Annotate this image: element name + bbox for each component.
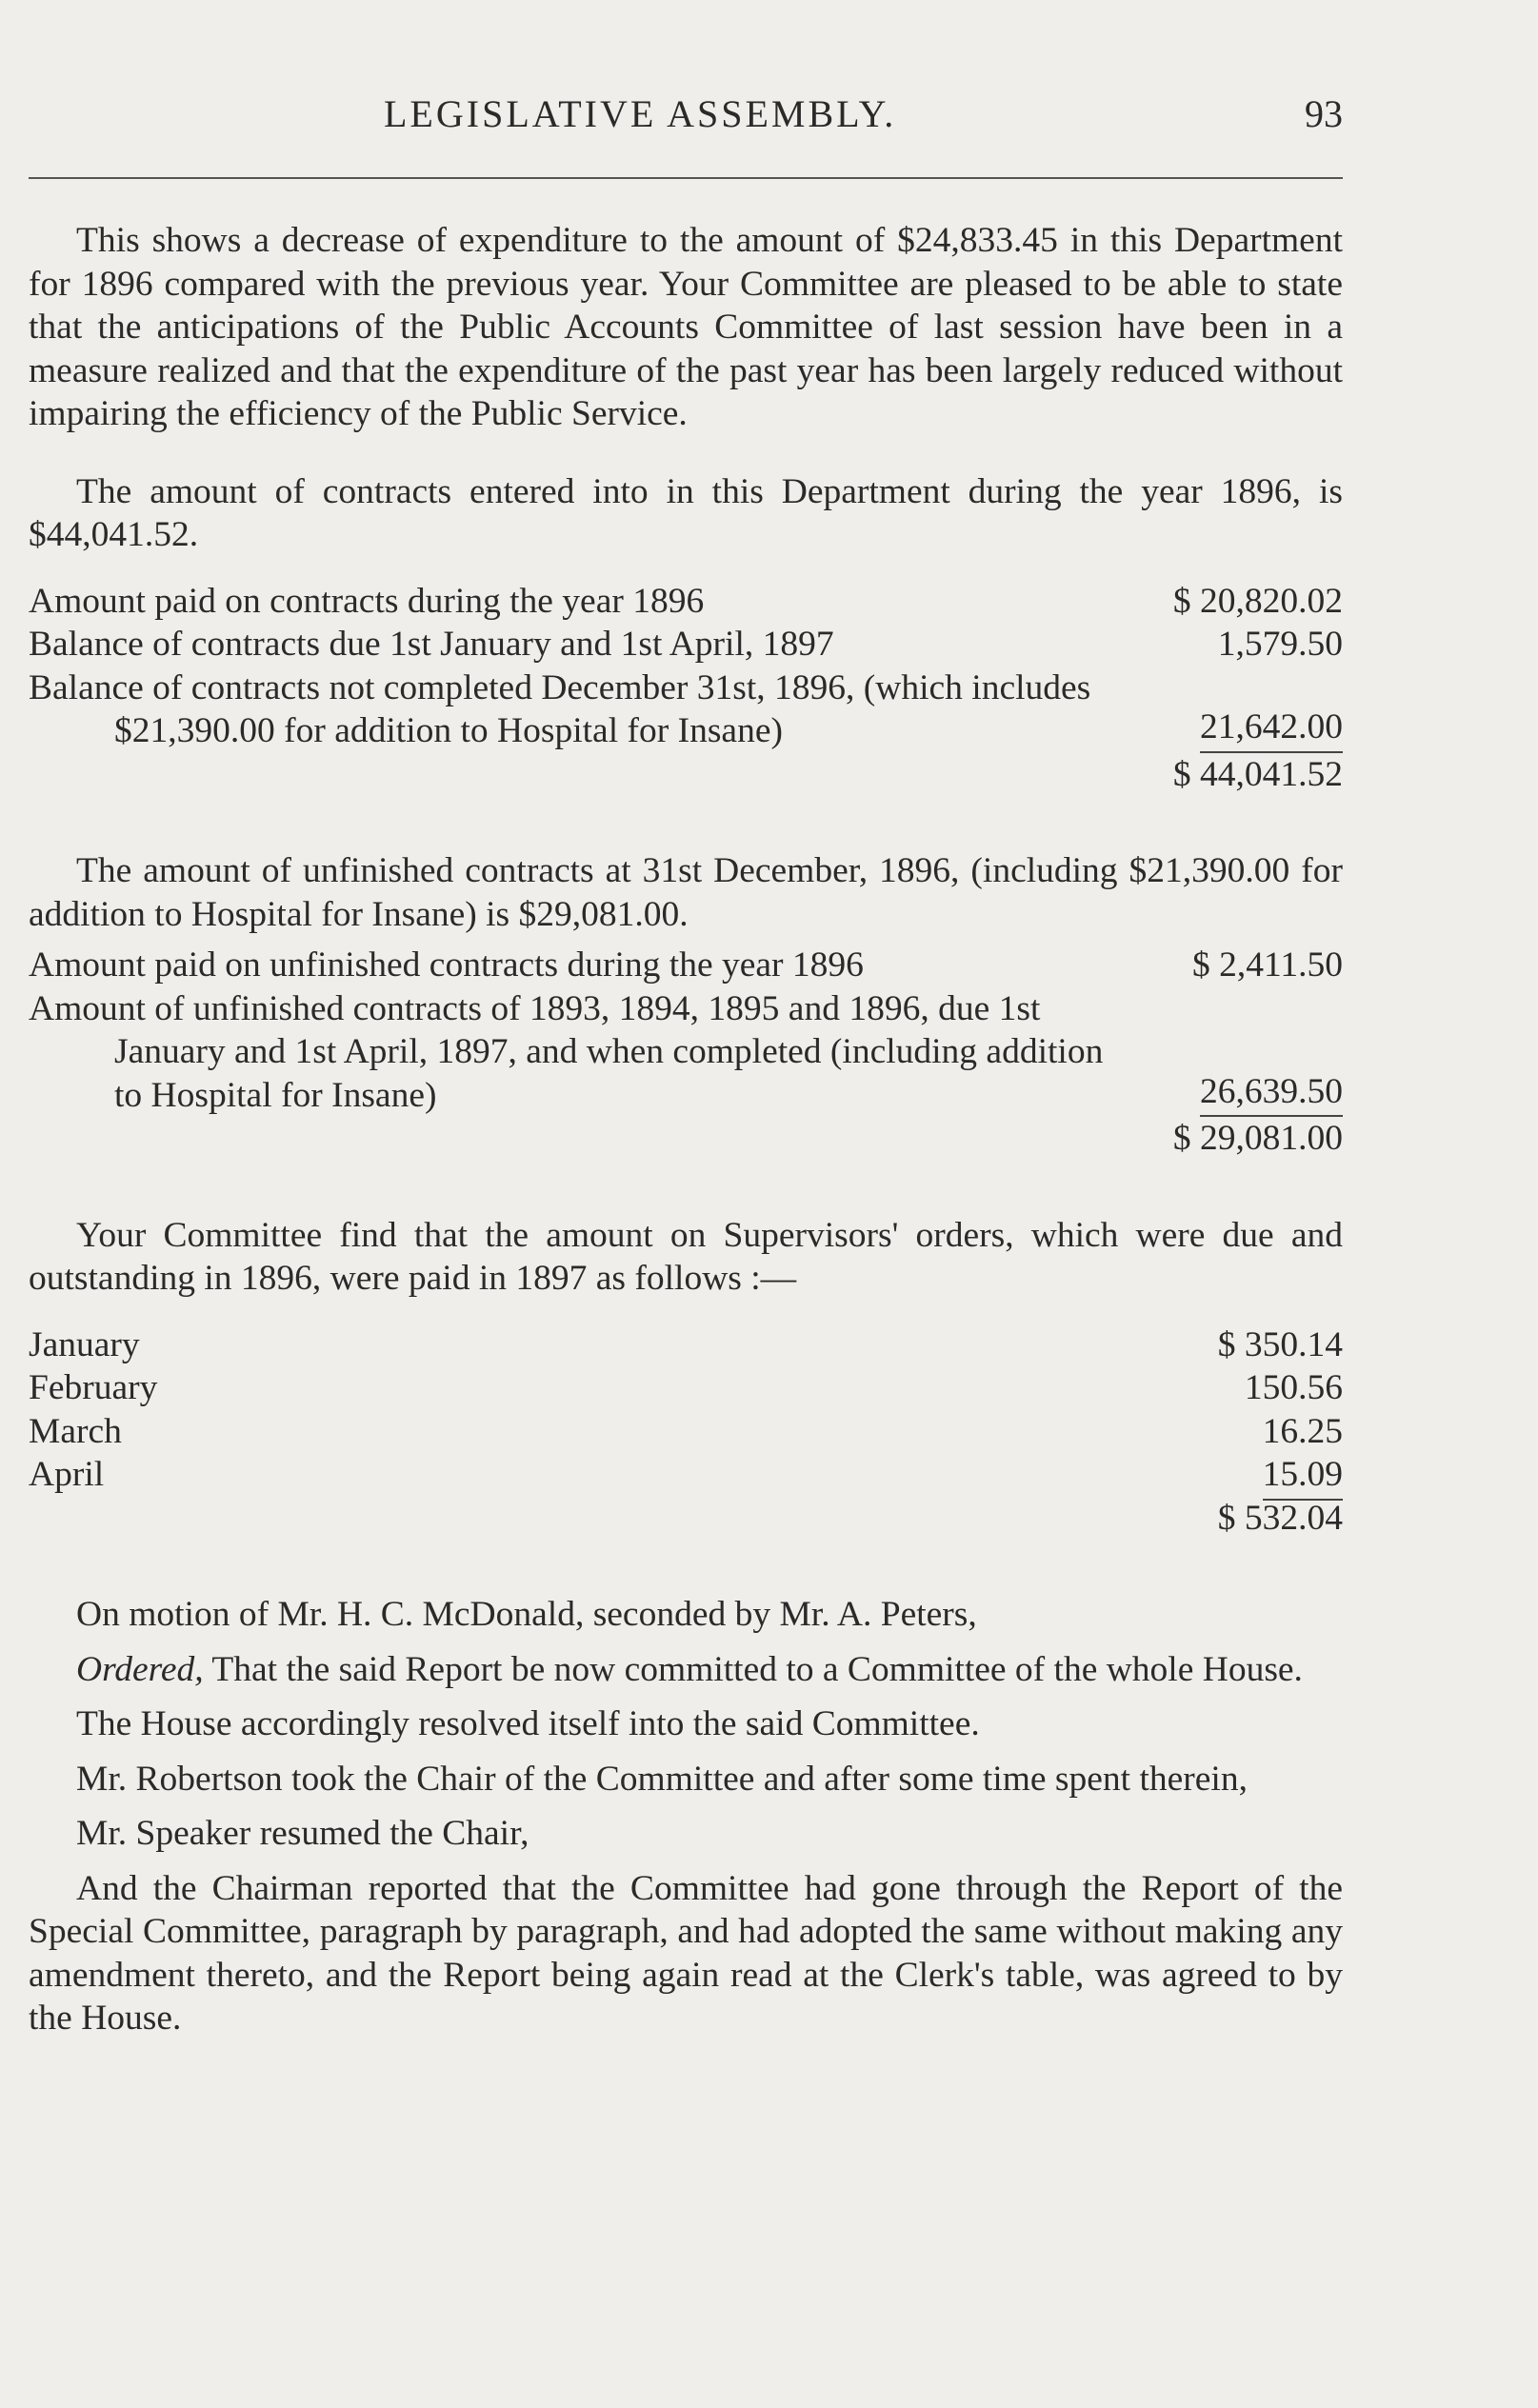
paragraph-speaker-resumed: Mr. Speaker resumed the Chair, <box>76 1814 529 1853</box>
total-amount: $ 532.04 <box>1217 1498 1343 1538</box>
ordered-lead: Ordered, <box>76 1649 204 1689</box>
row-amount: 150.56 <box>1244 1368 1343 1407</box>
paragraph-unfinished-contracts: The amount of unfinished contracts at 31st December, 1896, (including $21,390.00 for addition to Hospital for Insane) is $29,081.00. <box>29 851 1343 934</box>
table-row <box>29 1323 1343 1367</box>
table-total <box>29 1117 1343 1161</box>
page-number: 93 <box>1305 92 1343 135</box>
row-amount: 15.09 <box>1263 1453 1343 1501</box>
document-body <box>29 219 1343 2040</box>
row-amount: $ 350.14 <box>1217 1324 1343 1364</box>
paragraph-contracts-amount: The amount of contracts entered into in this Department during the year 1896, is $44,041.52. <box>29 471 1343 554</box>
table-row <box>29 580 1343 624</box>
table-row <box>29 667 1343 753</box>
paragraph-ordered <box>29 1648 1343 1692</box>
row-amount: $ 2,411.50 <box>1192 945 1343 985</box>
supervisors-orders-table <box>29 1323 1343 1541</box>
total-amount: $ 29,081.00 <box>1172 1119 1343 1158</box>
row-amount: 26,639.50 <box>1200 1070 1343 1118</box>
paragraph-chairman-report: And the Chairman reported that the Committee had gone through the Report of the Special Committee, paragraph by paragraph, and had adopted the same without making any amendment thereto, and the Report being again read at the Clerk's table, was agreed to by the House. <box>29 1868 1343 2038</box>
row-label: February <box>29 1368 158 1407</box>
row-label: Amount paid on unfinished contracts during the year 1896 <box>29 945 864 985</box>
page-header <box>29 91 1343 149</box>
row-label: Amount of unfinished contracts of 1893, 1894, 1895 and 1896, due 1st January and 1st April, 1897, and when completed (including addition to Hospital for Insane) <box>29 988 1104 1115</box>
paragraph-supervisors-orders: Your Committee find that the amount on Supervisors' orders, which were due and outstanding in 1896, were paid in 1897 as follows :— <box>29 1215 1343 1298</box>
unfinished-contracts-table <box>29 944 1343 1161</box>
header-rule <box>29 177 1343 179</box>
row-amount: 16.25 <box>1262 1411 1343 1451</box>
row-amount: 1,579.50 <box>1217 625 1343 664</box>
table-row <box>29 944 1343 987</box>
paragraph-motion: On motion of Mr. H. C. McDonald, seconded by Mr. A. Peters, <box>76 1595 977 1634</box>
row-label: Balance of contracts due 1st January and 1st April, 1897 <box>29 625 834 664</box>
row-label: March <box>29 1411 122 1451</box>
table-row <box>29 987 1343 1118</box>
row-amount: $ 20,820.02 <box>1172 581 1343 621</box>
paragraph-house-resolved: The House accordingly resolved itself into the said Committee. <box>76 1704 980 1743</box>
paragraph-decrease-expenditure: This shows a decrease of expenditure to the amount of $24,833.45 in this Department for 1896 compared with the previous year. Your Committee are pleased to be able to state that the anticipations of the Public Accounts Committee of last session have been in a measure realized and that the expenditure of the past year has been largely reduced without impairing the efficiency of the Public Service. <box>29 221 1343 433</box>
row-label: Balance of contracts not completed December 31st, 1896, (which includes $21,390.00 for addition to Hospital for Insane) <box>29 667 1091 750</box>
table-row <box>29 1453 1343 1497</box>
table-total <box>29 1497 1343 1541</box>
table-total <box>29 753 1343 797</box>
ordered-text: That the said Report be now committed to a Committee of the whole House. <box>203 1649 1303 1689</box>
running-title: LEGISLATIVE ASSEMBLY. <box>384 92 897 135</box>
contracts-table <box>29 580 1343 797</box>
table-row <box>29 623 1343 667</box>
table-row <box>29 1366 1343 1410</box>
row-label: January <box>29 1324 140 1364</box>
total-amount: $ 44,041.52 <box>1172 754 1343 794</box>
row-label: Amount paid on contracts during the year 1896 <box>29 581 705 621</box>
row-amount: 21,642.00 <box>1200 706 1343 753</box>
row-label: April <box>29 1455 105 1494</box>
paragraph-chair-taken: Mr. Robertson took the Chair of the Committee and after some time spent therein, <box>76 1759 1248 1799</box>
table-row <box>29 1410 1343 1454</box>
